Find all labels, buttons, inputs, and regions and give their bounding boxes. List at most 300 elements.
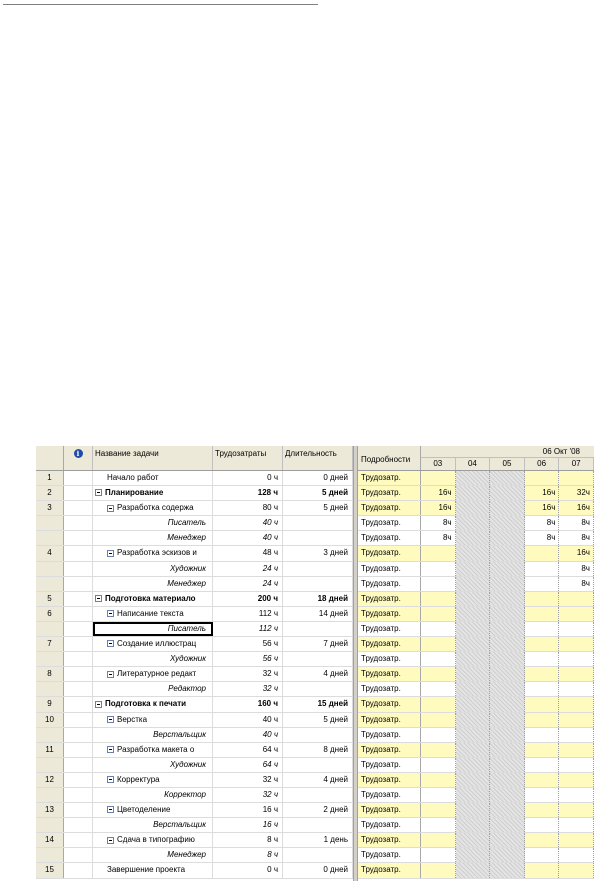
- work-value-cell[interactable]: [456, 818, 491, 832]
- work-value-cell[interactable]: [456, 773, 491, 787]
- task-row[interactable]: [36, 667, 353, 682]
- assignment-row[interactable]: [36, 848, 353, 863]
- row-id[interactable]: 8: [36, 667, 64, 681]
- work-value-cell[interactable]: [525, 652, 560, 666]
- details-header[interactable]: Подробности: [358, 446, 421, 470]
- row-id[interactable]: 15: [36, 863, 64, 877]
- work-value-cell[interactable]: [559, 622, 594, 636]
- assignment-row[interactable]: [36, 818, 353, 833]
- work-value-cell[interactable]: [421, 471, 456, 485]
- duration-cell[interactable]: 8 дней: [283, 743, 353, 757]
- work-value-cell[interactable]: [456, 577, 491, 591]
- work-value-cell[interactable]: [525, 728, 560, 742]
- usage-row: [358, 803, 594, 818]
- work-value-cell[interactable]: [421, 697, 456, 711]
- work-value-cell[interactable]: [456, 788, 491, 802]
- work-value-cell[interactable]: 16ч: [525, 501, 560, 515]
- work-value-cell[interactable]: [490, 622, 525, 636]
- work-value-cell[interactable]: [421, 863, 456, 877]
- work-value-cell[interactable]: [456, 592, 491, 606]
- work-value-cell[interactable]: [490, 682, 525, 696]
- task-row[interactable]: [36, 501, 353, 516]
- task-name-cell[interactable]: [93, 501, 213, 515]
- work-value-cell[interactable]: 8ч: [559, 577, 594, 591]
- work-value-cell[interactable]: [559, 743, 594, 757]
- row-id[interactable]: [36, 728, 64, 742]
- work-cell[interactable]: 0 ч: [213, 863, 283, 877]
- task-name-cell[interactable]: [93, 833, 213, 847]
- work-value-cell[interactable]: [525, 833, 560, 847]
- name-column-header[interactable]: Название задачи: [93, 446, 213, 470]
- duration-cell[interactable]: 5 дней: [283, 713, 353, 727]
- work-cell[interactable]: 64 ч: [213, 758, 283, 772]
- row-id[interactable]: 9: [36, 697, 64, 711]
- duration-cell[interactable]: 0 дней: [283, 471, 353, 485]
- assignment-row[interactable]: [36, 652, 353, 667]
- row-id[interactable]: 11: [36, 743, 64, 757]
- work-value-cell[interactable]: [490, 486, 525, 500]
- task-name-cell[interactable]: [93, 803, 213, 817]
- task-name-cell[interactable]: [93, 516, 213, 530]
- task-name-cell[interactable]: [93, 818, 213, 832]
- task-name-cell[interactable]: [93, 697, 213, 711]
- work-value-cell[interactable]: [490, 743, 525, 757]
- row-id[interactable]: 1: [36, 471, 64, 485]
- work-value-cell[interactable]: [525, 713, 560, 727]
- work-value-cell[interactable]: 8ч: [421, 531, 456, 545]
- work-cell[interactable]: 16 ч: [213, 803, 283, 817]
- work-value-cell[interactable]: [559, 697, 594, 711]
- work-value-cell[interactable]: [525, 592, 560, 606]
- row-id[interactable]: [36, 848, 64, 862]
- assignment-row[interactable]: [36, 682, 353, 697]
- task-name-cell[interactable]: [93, 471, 213, 485]
- work-value-cell[interactable]: [456, 531, 491, 545]
- work-value-cell[interactable]: [525, 788, 560, 802]
- work-value-cell[interactable]: 16ч: [559, 501, 594, 515]
- assignment-row[interactable]: [36, 758, 353, 773]
- collapse-icon[interactable]: [107, 671, 114, 678]
- work-value-cell[interactable]: [456, 697, 491, 711]
- work-cell[interactable]: 32 ч: [213, 788, 283, 802]
- duration-cell[interactable]: [283, 562, 353, 576]
- assignment-row[interactable]: [36, 516, 353, 531]
- task-name-cell[interactable]: [93, 863, 213, 877]
- work-value-cell[interactable]: [490, 592, 525, 606]
- work-value-cell[interactable]: [421, 622, 456, 636]
- work-value-cell[interactable]: 32ч: [559, 486, 594, 500]
- task-row[interactable]: [36, 833, 353, 848]
- work-value-cell[interactable]: [456, 486, 491, 500]
- task-row[interactable]: [36, 743, 353, 758]
- task-row[interactable]: [36, 863, 353, 878]
- assignment-row[interactable]: [36, 562, 353, 577]
- duration-cell[interactable]: 1 день: [283, 833, 353, 847]
- work-cell[interactable]: 40 ч: [213, 713, 283, 727]
- row-id[interactable]: 7: [36, 637, 64, 651]
- work-value-cell[interactable]: [525, 562, 560, 576]
- row-id[interactable]: 14: [36, 833, 64, 847]
- task-name-cell[interactable]: [93, 743, 213, 757]
- task-name-cell[interactable]: [93, 848, 213, 862]
- task-name-cell[interactable]: [93, 562, 213, 576]
- work-value-cell[interactable]: [559, 848, 594, 862]
- work-value-cell[interactable]: [456, 713, 491, 727]
- task-name-cell[interactable]: [93, 728, 213, 742]
- work-cell[interactable]: 0 ч: [213, 471, 283, 485]
- work-cell[interactable]: 40 ч: [213, 728, 283, 742]
- work-value-cell[interactable]: [490, 773, 525, 787]
- work-value-cell[interactable]: [559, 592, 594, 606]
- duration-cell[interactable]: 4 дней: [283, 667, 353, 681]
- duration-cell[interactable]: [283, 531, 353, 545]
- work-value-cell[interactable]: [559, 788, 594, 802]
- task-name-cell[interactable]: [93, 622, 213, 636]
- work-value-cell[interactable]: [456, 743, 491, 757]
- work-value-cell[interactable]: [490, 471, 525, 485]
- work-value-cell[interactable]: [456, 652, 491, 666]
- duration-cell[interactable]: [283, 788, 353, 802]
- work-cell[interactable]: 56 ч: [213, 652, 283, 666]
- collapse-icon[interactable]: [107, 837, 114, 844]
- work-value-cell[interactable]: [490, 501, 525, 515]
- work-value-cell[interactable]: 16ч: [421, 501, 456, 515]
- row-id[interactable]: [36, 788, 64, 802]
- work-value-cell[interactable]: [559, 863, 594, 877]
- task-name-cell[interactable]: [93, 546, 213, 560]
- work-value-cell[interactable]: [421, 833, 456, 847]
- work-cell[interactable]: 128 ч: [213, 486, 283, 500]
- work-value-cell[interactable]: [525, 818, 560, 832]
- duration-cell[interactable]: 0 дней: [283, 863, 353, 877]
- assignment-row[interactable]: [36, 577, 353, 592]
- detail-label: Трудозатр.: [358, 486, 421, 500]
- work-value-cell[interactable]: [490, 758, 525, 772]
- work-cell[interactable]: 40 ч: [213, 516, 283, 530]
- work-value-cell[interactable]: [525, 743, 560, 757]
- row-id[interactable]: 10: [36, 713, 64, 727]
- collapse-icon[interactable]: [95, 595, 102, 602]
- work-value-cell[interactable]: [456, 848, 491, 862]
- work-value-cell[interactable]: [456, 516, 491, 530]
- task-name: Менеджер: [167, 850, 206, 860]
- task-name-cell[interactable]: [93, 773, 213, 787]
- collapse-icon[interactable]: [107, 640, 114, 647]
- work-value-cell[interactable]: [490, 562, 525, 576]
- row-id[interactable]: 6: [36, 607, 64, 621]
- task-name-cell[interactable]: [93, 592, 213, 606]
- collapse-icon[interactable]: [107, 610, 114, 617]
- work-value-cell[interactable]: [456, 607, 491, 621]
- duration-cell[interactable]: 3 дней: [283, 546, 353, 560]
- work-value-cell[interactable]: [456, 622, 491, 636]
- duration-cell[interactable]: [283, 622, 353, 636]
- row-id[interactable]: [36, 622, 64, 636]
- usage-row: [358, 546, 594, 561]
- task-name-cell[interactable]: [93, 486, 213, 500]
- work-value-cell[interactable]: [525, 863, 560, 877]
- assignment-row[interactable]: [36, 531, 353, 546]
- work-value-cell[interactable]: [421, 592, 456, 606]
- work-cell[interactable]: 8 ч: [213, 848, 283, 862]
- work-value-cell[interactable]: [525, 622, 560, 636]
- duration-cell[interactable]: [283, 758, 353, 772]
- work-value-cell[interactable]: [490, 546, 525, 560]
- work-value-cell[interactable]: [525, 848, 560, 862]
- work-value-cell[interactable]: [421, 577, 456, 591]
- work-value-cell[interactable]: [421, 546, 456, 560]
- duration-cell[interactable]: 14 дней: [283, 607, 353, 621]
- work-cell[interactable]: 40 ч: [213, 531, 283, 545]
- duration-cell[interactable]: 7 дней: [283, 637, 353, 651]
- work-value-cell[interactable]: [559, 773, 594, 787]
- indicators-column-header[interactable]: [64, 446, 93, 470]
- work-value-cell[interactable]: [421, 652, 456, 666]
- task-name-cell[interactable]: [93, 758, 213, 772]
- work-value-cell[interactable]: [421, 788, 456, 802]
- work-value-cell[interactable]: [421, 607, 456, 621]
- row-id[interactable]: 2: [36, 486, 64, 500]
- assignment-row[interactable]: [36, 622, 353, 637]
- work-value-cell[interactable]: [525, 637, 560, 651]
- detail-label: Трудозатр.: [358, 773, 421, 787]
- work-value-cell[interactable]: 8ч: [559, 531, 594, 545]
- task-row[interactable]: [36, 471, 353, 486]
- work-value-cell[interactable]: [525, 803, 560, 817]
- task-name-cell[interactable]: [93, 637, 213, 651]
- work-value-cell[interactable]: [490, 728, 525, 742]
- collapse-icon[interactable]: [95, 701, 102, 708]
- collapse-icon[interactable]: [107, 505, 114, 512]
- task-name-cell[interactable]: [93, 577, 213, 591]
- indicator-cell: [64, 622, 93, 636]
- work-value-cell[interactable]: [525, 546, 560, 560]
- work-cell[interactable]: 48 ч: [213, 546, 283, 560]
- work-value-cell[interactable]: [559, 652, 594, 666]
- work-value-cell[interactable]: [456, 682, 491, 696]
- indicator-cell: [64, 516, 93, 530]
- duration-cell[interactable]: [283, 682, 353, 696]
- work-value-cell[interactable]: [490, 848, 525, 862]
- task-row[interactable]: [36, 607, 353, 622]
- duration-cell[interactable]: [283, 728, 353, 742]
- task-name-cell[interactable]: [93, 531, 213, 545]
- work-value-cell[interactable]: [559, 728, 594, 742]
- work-cell[interactable]: 112 ч: [213, 607, 283, 621]
- collapse-icon[interactable]: [107, 746, 114, 753]
- collapse-icon[interactable]: [95, 489, 102, 496]
- row-id[interactable]: [36, 516, 64, 530]
- work-cell[interactable]: 24 ч: [213, 562, 283, 576]
- work-value-cell[interactable]: [490, 607, 525, 621]
- row-id[interactable]: 3: [36, 501, 64, 515]
- work-value-cell[interactable]: [456, 562, 491, 576]
- work-value-cell[interactable]: [490, 516, 525, 530]
- task-row[interactable]: [36, 637, 353, 652]
- work-cell[interactable]: 56 ч: [213, 637, 283, 651]
- work-value-cell[interactable]: 16ч: [525, 486, 560, 500]
- duration-cell[interactable]: [283, 848, 353, 862]
- work-value-cell[interactable]: [490, 577, 525, 591]
- work-column-header[interactable]: Трудозатраты: [213, 446, 283, 470]
- work-cell[interactable]: 32 ч: [213, 667, 283, 681]
- work-value-cell[interactable]: [559, 803, 594, 817]
- work-cell[interactable]: 80 ч: [213, 501, 283, 515]
- work-value-cell[interactable]: [490, 713, 525, 727]
- work-value-cell[interactable]: [525, 577, 560, 591]
- work-value-cell[interactable]: [490, 667, 525, 681]
- row-id[interactable]: [36, 577, 64, 591]
- work-cell[interactable]: 32 ч: [213, 682, 283, 696]
- duration-cell[interactable]: 2 дней: [283, 803, 353, 817]
- detail-label: Трудозатр.: [358, 592, 421, 606]
- work-value-cell[interactable]: [525, 667, 560, 681]
- work-cell[interactable]: 112 ч: [213, 622, 283, 636]
- work-value-cell[interactable]: [421, 848, 456, 862]
- row-id[interactable]: [36, 818, 64, 832]
- task-name-cell[interactable]: [93, 682, 213, 696]
- work-value-cell[interactable]: [490, 652, 525, 666]
- work-value-cell[interactable]: [559, 637, 594, 651]
- work-value-cell[interactable]: [456, 471, 491, 485]
- work-cell[interactable]: 64 ч: [213, 743, 283, 757]
- work-value-cell[interactable]: [559, 471, 594, 485]
- work-value-cell[interactable]: 16ч: [421, 486, 456, 500]
- work-value-cell[interactable]: [421, 743, 456, 757]
- work-value-cell[interactable]: [456, 833, 491, 847]
- work-value-cell[interactable]: [456, 863, 491, 877]
- work-value-cell[interactable]: [525, 607, 560, 621]
- task-row[interactable]: [36, 713, 353, 728]
- work-cell[interactable]: 16 ч: [213, 818, 283, 832]
- work-value-cell[interactable]: [421, 803, 456, 817]
- work-cell[interactable]: 32 ч: [213, 773, 283, 787]
- row-id[interactable]: 4: [36, 546, 64, 560]
- work-value-cell[interactable]: [490, 788, 525, 802]
- task-name-cell[interactable]: [93, 713, 213, 727]
- duration-cell[interactable]: 5 дней: [283, 486, 353, 500]
- work-value-cell[interactable]: [456, 637, 491, 651]
- work-value-cell[interactable]: [421, 728, 456, 742]
- collapse-icon[interactable]: [107, 716, 114, 723]
- duration-cell[interactable]: 4 дней: [283, 773, 353, 787]
- work-value-cell[interactable]: 8ч: [559, 562, 594, 576]
- collapse-icon[interactable]: [107, 550, 114, 557]
- work-value-cell[interactable]: [456, 546, 491, 560]
- indicator-cell: [64, 728, 93, 742]
- task-row[interactable]: [36, 697, 353, 712]
- work-cell[interactable]: 24 ч: [213, 577, 283, 591]
- work-value-cell[interactable]: [559, 833, 594, 847]
- duration-cell[interactable]: 18 дней: [283, 592, 353, 606]
- duration-column-header[interactable]: Длительность: [283, 446, 353, 470]
- assignment-row[interactable]: [36, 788, 353, 803]
- row-id[interactable]: [36, 562, 64, 576]
- work-value-cell[interactable]: [559, 713, 594, 727]
- task-row[interactable]: [36, 546, 353, 561]
- work-value-cell[interactable]: 8ч: [559, 516, 594, 530]
- task-name: Художник: [170, 563, 206, 573]
- collapse-icon[interactable]: [107, 806, 114, 813]
- work-value-cell[interactable]: [456, 667, 491, 681]
- duration-cell[interactable]: [283, 577, 353, 591]
- work-value-cell[interactable]: [421, 758, 456, 772]
- work-value-cell[interactable]: [525, 773, 560, 787]
- work-cell[interactable]: 160 ч: [213, 697, 283, 711]
- row-id[interactable]: [36, 531, 64, 545]
- work-value-cell[interactable]: 8ч: [525, 516, 560, 530]
- work-value-cell[interactable]: [490, 531, 525, 545]
- work-value-cell[interactable]: 8ч: [525, 531, 560, 545]
- work-value-cell[interactable]: [525, 758, 560, 772]
- work-value-cell[interactable]: [490, 637, 525, 651]
- work-value-cell[interactable]: 16ч: [559, 546, 594, 560]
- task-name-cell[interactable]: [93, 607, 213, 621]
- task-name-cell[interactable]: [93, 652, 213, 666]
- row-id[interactable]: 12: [36, 773, 64, 787]
- work-value-cell[interactable]: [490, 803, 525, 817]
- work-value-cell[interactable]: [559, 758, 594, 772]
- work-value-cell[interactable]: [456, 803, 491, 817]
- work-value-cell[interactable]: [421, 773, 456, 787]
- task-name-cell[interactable]: [93, 788, 213, 802]
- work-value-cell[interactable]: [421, 682, 456, 696]
- work-value-cell[interactable]: [559, 682, 594, 696]
- work-value-cell[interactable]: [421, 637, 456, 651]
- duration-cell[interactable]: [283, 516, 353, 530]
- work-value-cell[interactable]: [490, 833, 525, 847]
- work-value-cell[interactable]: [456, 758, 491, 772]
- work-value-cell[interactable]: [421, 562, 456, 576]
- work-value-cell[interactable]: [490, 697, 525, 711]
- work-value-cell[interactable]: [421, 713, 456, 727]
- duration-cell[interactable]: 5 дней: [283, 501, 353, 515]
- row-id[interactable]: [36, 758, 64, 772]
- row-id[interactable]: [36, 682, 64, 696]
- work-value-cell[interactable]: [559, 607, 594, 621]
- work-value-cell[interactable]: 8ч: [421, 516, 456, 530]
- assignment-row[interactable]: [36, 728, 353, 743]
- row-id[interactable]: 13: [36, 803, 64, 817]
- work-value-cell[interactable]: [525, 697, 560, 711]
- work-value-cell[interactable]: [456, 501, 491, 515]
- duration-cell[interactable]: [283, 652, 353, 666]
- task-row[interactable]: [36, 486, 353, 501]
- row-id[interactable]: [36, 652, 64, 666]
- row-id[interactable]: 5: [36, 592, 64, 606]
- task-row[interactable]: [36, 773, 353, 788]
- duration-cell[interactable]: 15 дней: [283, 697, 353, 711]
- select-all-corner[interactable]: [36, 446, 64, 470]
- work-value-cell[interactable]: [421, 818, 456, 832]
- task-row[interactable]: [36, 803, 353, 818]
- work-value-cell[interactable]: [525, 682, 560, 696]
- task-name-cell[interactable]: [93, 667, 213, 681]
- work-value-cell[interactable]: [456, 728, 491, 742]
- usage-row: [358, 607, 594, 622]
- work-value-cell[interactable]: [490, 863, 525, 877]
- work-cell[interactable]: 200 ч: [213, 592, 283, 606]
- work-value-cell[interactable]: [559, 667, 594, 681]
- work-value-cell[interactable]: [525, 471, 560, 485]
- work-value-cell[interactable]: [490, 818, 525, 832]
- task-row[interactable]: [36, 592, 353, 607]
- work-value-cell[interactable]: [559, 818, 594, 832]
- work-cell[interactable]: 8 ч: [213, 833, 283, 847]
- collapse-icon[interactable]: [107, 776, 114, 783]
- work-value-cell[interactable]: [421, 667, 456, 681]
- duration-cell[interactable]: [283, 818, 353, 832]
